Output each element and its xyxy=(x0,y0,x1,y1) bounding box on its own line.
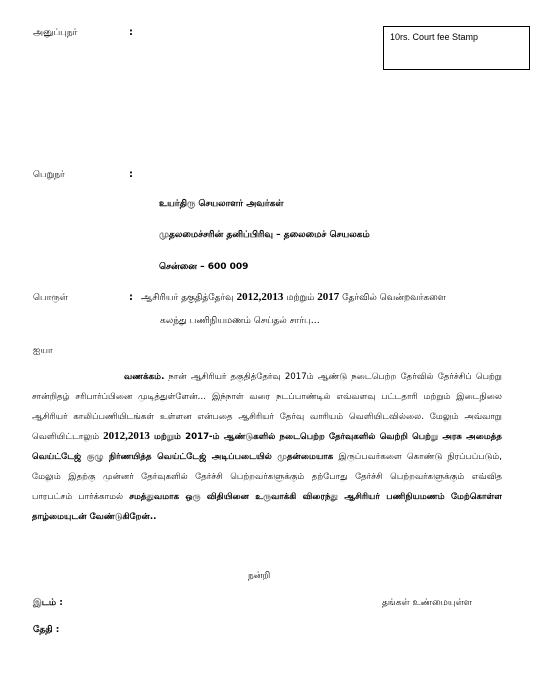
subject-text-1: ஆசிரியர் தகுதித்தேர்வு xyxy=(141,293,237,303)
body-text-1: நான் ஆசிரியர் தகுதித்தேர்வு 2017ம் ஆண்டு நடைபெற்ற தேர்வில் தேர்ச்சிப் பெற்று சான்றிதழ் சரிபார்ப்பினை முடித்துள்ளேன்… இந்நாள் வரை நடப்பாண்டில் எவ்வளவு பட்டதாரி மற்றும் இடைநிலை ஆசிரியர் காலிப்பணியிடங்கள் உள்ளன என்பதை ஆசிரியர் தேர்வு வாரியம் வெளியிடவில்லை. மேலும் அவ்வாறு வெளியிட்டாலும் xyxy=(32,372,502,443)
subject-years: 2012,2013 xyxy=(236,291,284,303)
subject-label: பொருள் xyxy=(33,293,68,303)
body-and: மற்றும் xyxy=(149,432,186,443)
sender-label: அனுப்புநர் xyxy=(33,28,78,38)
recipient-line-2: முதலமைச்சரின் தனிப்பிரிவு – தலைமைச் செயலகம் xyxy=(159,230,370,240)
stamp-box-label: 10rs. Court fee Stamp xyxy=(390,32,479,42)
letter-body xyxy=(32,368,502,527)
thanks: நன்றி xyxy=(248,571,271,581)
body-bold-1: 2017-ம் ஆண்டுகளில் நடைபெற்ற தேர்வுகளில் வெற்றி பெற்று அரசு அமைத்த வெய்ட்டேஜ் குழு நிர்ணயித்த வெய்ட்டேஜ் அடிப்படையில் முதன்மையாக xyxy=(32,432,502,463)
body-years: 2012,2013 xyxy=(103,430,150,443)
subject-line-1 xyxy=(141,291,446,304)
subject-year-2: 2017 xyxy=(317,291,340,303)
sender-colon: : xyxy=(129,27,133,38)
body-bold-2: சமத்துவமாக ஒரு விதியினை உருவாக்கி விரைந்து ஆசிரியர் பணிநியமணம் மேற்கொள்ள தாழ்மையுடன் வேண்டுகிறேன்.. xyxy=(32,491,502,522)
subject-text-3: தேர்வில் வென்றவர்களை xyxy=(339,293,446,303)
sign-off: தங்கள் உண்மையுள்ள xyxy=(382,598,472,608)
subject-text-2: மற்றும் xyxy=(283,293,318,303)
recipient-colon: : xyxy=(129,169,133,180)
recipient-line-3: சென்னை – 600 009 xyxy=(159,262,249,272)
subject-colon: : xyxy=(129,292,133,303)
subject-line-2: கலந்து பணிநியமணம் செய்தல் சார்பு… xyxy=(160,316,320,326)
salutation: ஐயா xyxy=(33,346,53,356)
body-greeting: வணக்கம். xyxy=(124,372,165,382)
date-label: தேதி : xyxy=(33,625,60,635)
recipient-label: பெறுநர் xyxy=(33,170,65,180)
recipient-line-1: உயர்திரு செயலாளர் அவர்கள் xyxy=(159,199,284,209)
court-fee-stamp-box xyxy=(383,26,530,70)
body-text-2: இருப்பவர்களை கொண்டு நிரப்பப்படும், மேலும் இதற்கு முன்னர் தேர்வுகளில் தேர்ச்சி பெற்றவர்களுக்கும் தற்போது தேர்ச்சி பெற்றவர்களுக்கும் எவ்வித பாரபட்சம் பார்க்காமல் xyxy=(32,452,502,502)
place-label: இடம் : xyxy=(33,598,63,608)
